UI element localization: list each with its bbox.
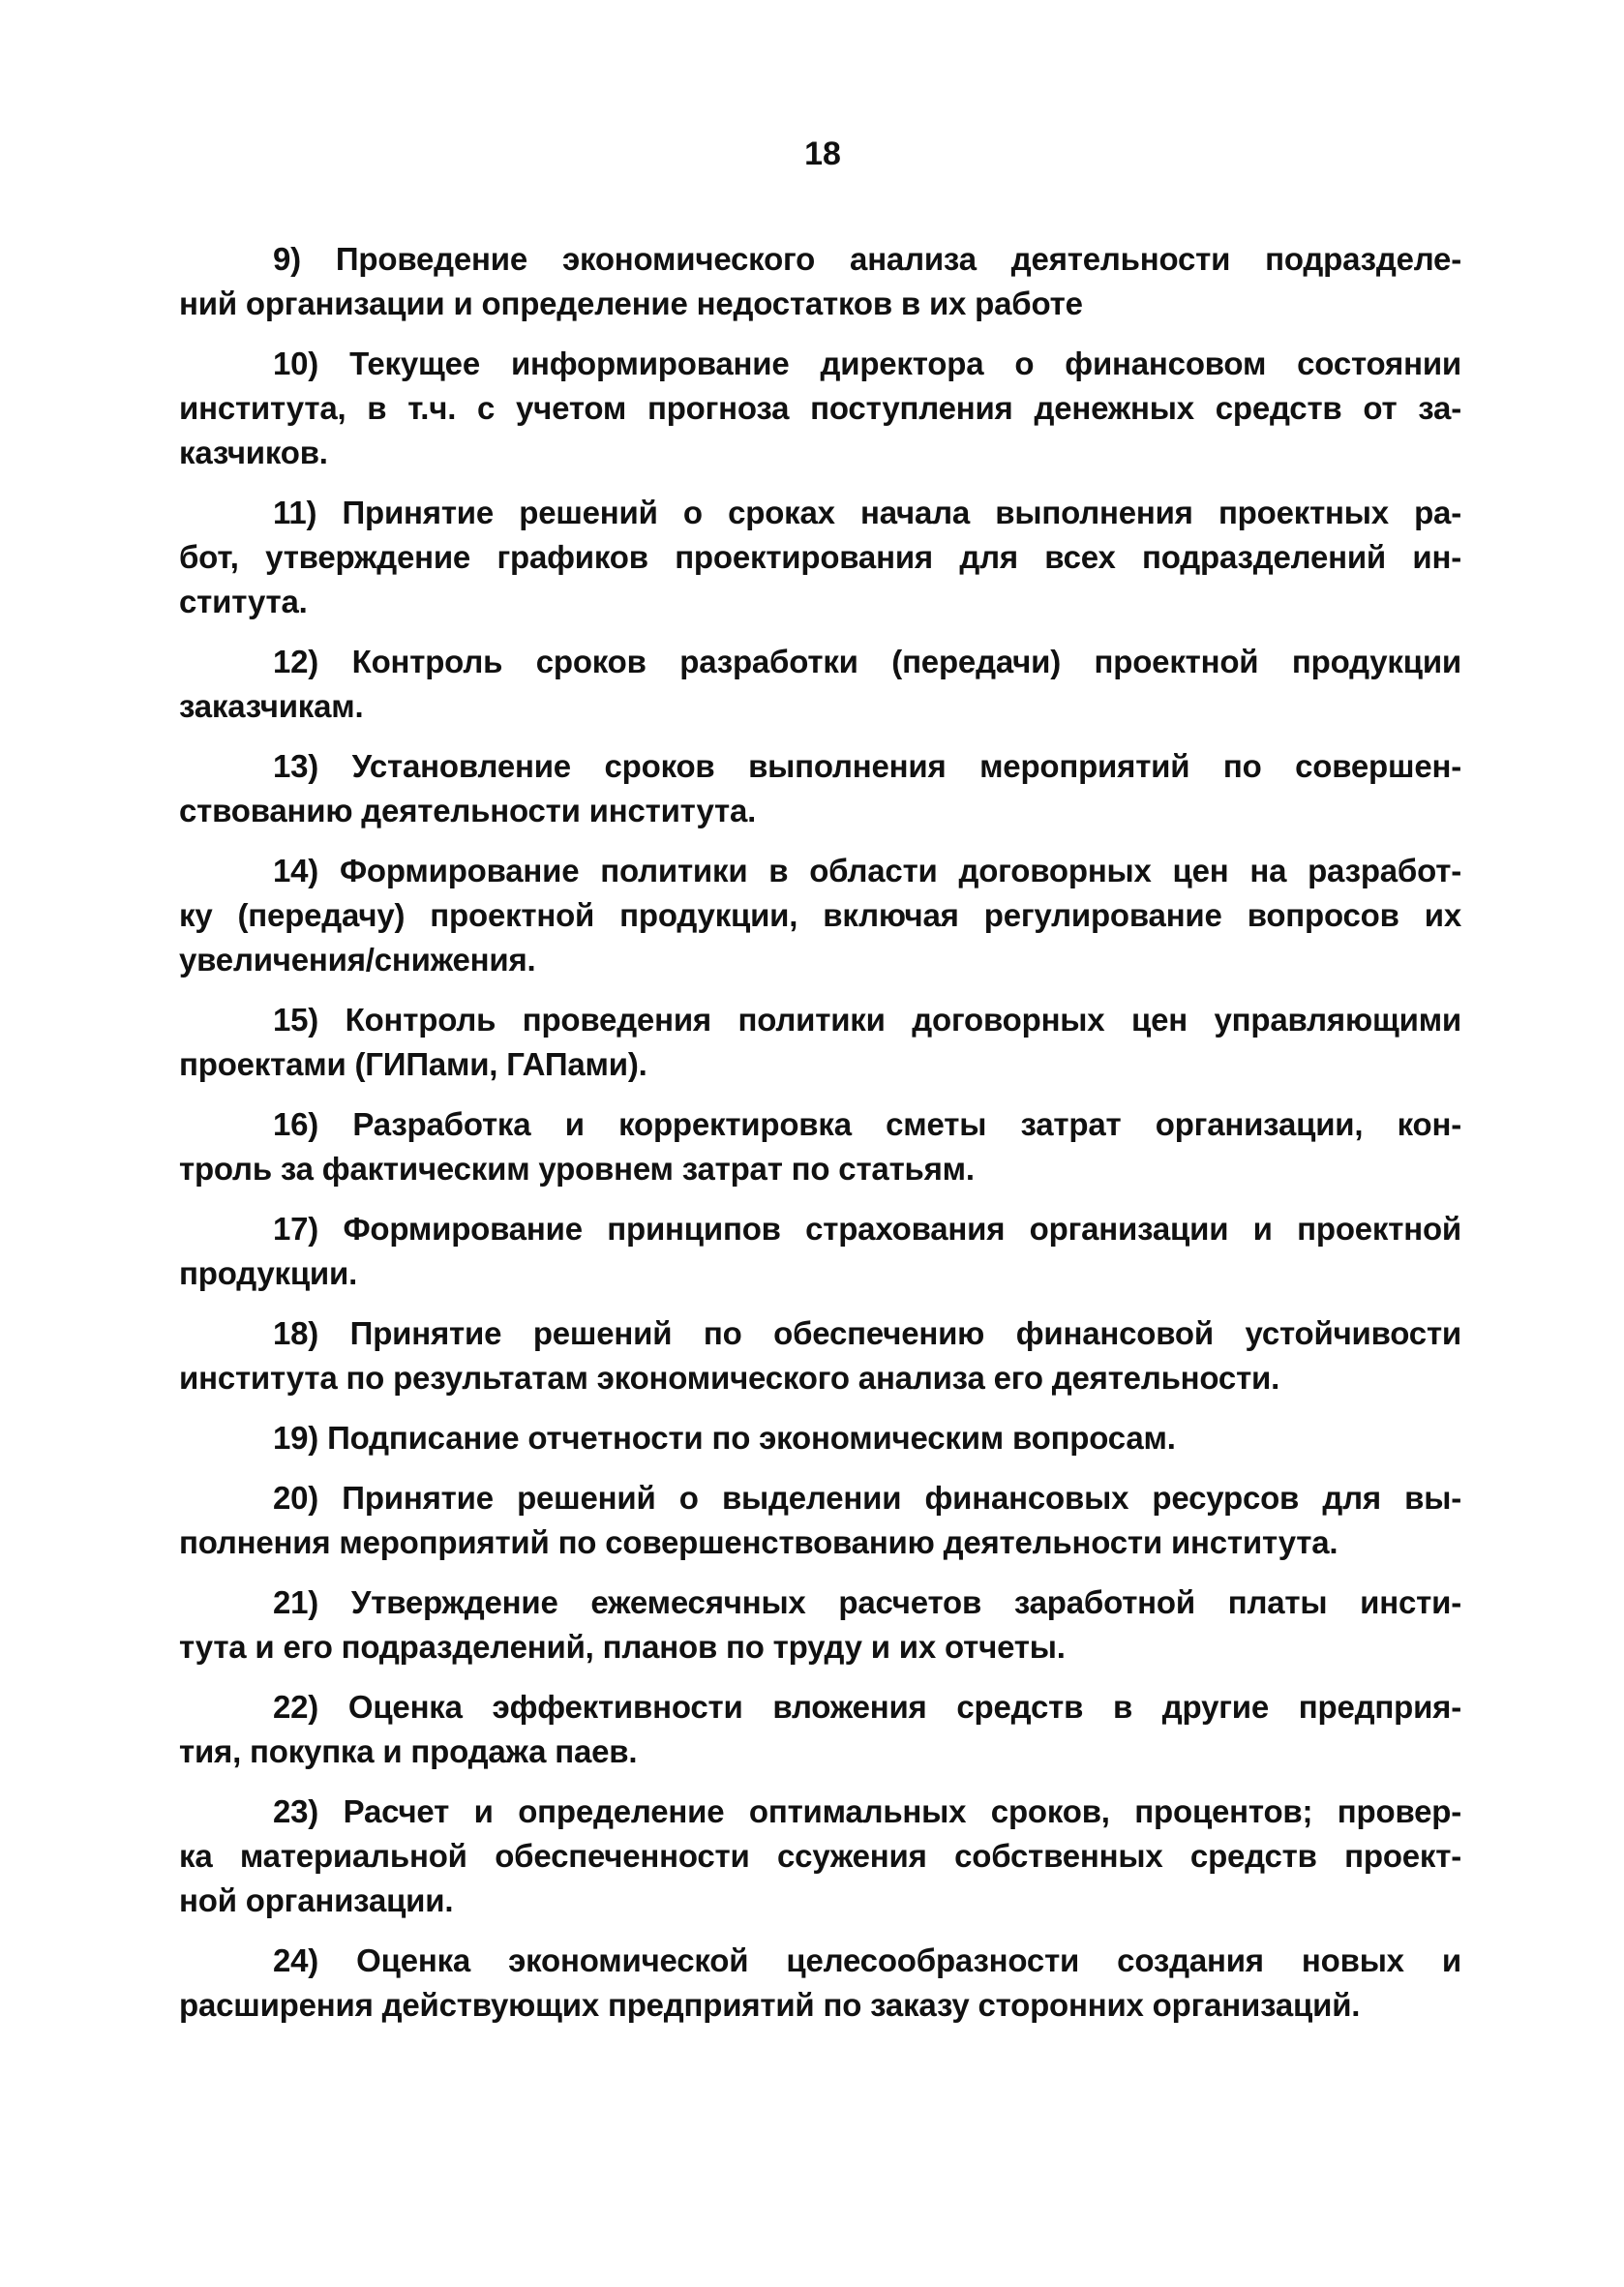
list-item [179, 1311, 1461, 1400]
page-number: 18 [804, 135, 841, 172]
list-item [179, 1207, 1461, 1296]
text-line: 21) Утверждение ежемесячных расчетов заработной платы инсти- [273, 1584, 1461, 1620]
text-line: 19) Подписание отчетности по экономическим вопросам. [273, 1420, 1176, 1456]
text-line: проектами (ГИПами, ГАПами). [179, 1046, 647, 1082]
text-line: 10) Текущее информирование директора о финансовом состоянии [273, 346, 1461, 381]
list-item [179, 237, 1461, 326]
list-item [179, 1790, 1461, 1923]
list-item [179, 1939, 1461, 2028]
list-item [179, 640, 1461, 729]
text-line: 24) Оценка экономической целесообразности создания новых и [273, 1942, 1461, 1978]
list-item [179, 1476, 1461, 1565]
list-item [179, 849, 1461, 982]
text-line: 16) Разработка и корректировка сметы затрат организации, кон- [273, 1106, 1461, 1142]
text-line: троль за фактическим уровнем затрат по статьям. [179, 1151, 975, 1187]
text-line: института по результатам экономического анализа его деятельности. [179, 1360, 1280, 1396]
list-item [179, 1416, 1461, 1460]
text-line: 20) Принятие решений о выделении финансовых ресурсов для вы- [273, 1480, 1461, 1516]
text-line: 13) Установление сроков выполнения мероприятий по совершен- [273, 748, 1461, 784]
text-line: 22) Оценка эффективности вложения средств в другие предприя- [273, 1689, 1461, 1725]
text-line: 18) Принятие решений по обеспечению финансовой устойчивости [273, 1315, 1461, 1351]
text-line: 9) Проведение экономического анализа деятельности подразделе- [273, 241, 1461, 277]
text-line: ствованию деятельности института. [179, 793, 757, 828]
text-line: 17) Формирование принципов страхования организации и проектной [273, 1211, 1461, 1247]
text-line: увеличения/снижения. [179, 942, 536, 978]
document-body [179, 237, 1461, 2043]
text-line: ний организации и определение недостатков в их работе [179, 286, 1083, 321]
text-line: 12) Контроль сроков разработки (передачи) проектной продукции [273, 644, 1461, 679]
text-line: тута и его подразделений, планов по труду и их отчеты. [179, 1629, 1066, 1665]
text-line: заказчикам. [179, 688, 364, 724]
text-line: тия, покупка и продажа паев. [179, 1733, 638, 1769]
list-item [179, 998, 1461, 1087]
text-line: ка материальной обеспеченности ссужения собственных средств проект- [179, 1838, 1461, 1874]
list-item [179, 1685, 1461, 1774]
list-item [179, 744, 1461, 833]
text-line: ку (передачу) проектной продукции, включая регулирование вопросов их [179, 897, 1461, 933]
text-line: ститута. [179, 584, 308, 619]
text-line: полнения мероприятий по совершенствованию деятельности института. [179, 1524, 1338, 1560]
text-line: 15) Контроль проведения политики договорных цен управляющими [273, 1002, 1461, 1038]
text-line: 14) Формирование политики в области договорных цен на разработ- [273, 853, 1461, 888]
text-line: института, в т.ч. с учетом прогноза поступления денежных средств от за- [179, 390, 1461, 426]
list-item [179, 342, 1461, 475]
text-line: 11) Принятие решений о сроках начала выполнения проектных ра- [273, 495, 1461, 530]
text-line: казчиков. [179, 435, 328, 470]
text-line: 23) Расчет и определение оптимальных сроков, процентов; провер- [273, 1793, 1461, 1829]
text-line: бот, утверждение графиков проектирования для всех подразделений ин- [179, 539, 1461, 575]
text-line: расширения действующих предприятий по заказу сторонних организаций. [179, 1987, 1361, 2023]
list-item [179, 1580, 1461, 1670]
text-line: продукции. [179, 1255, 358, 1291]
list-item [179, 1102, 1461, 1191]
text-line: ной организации. [179, 1882, 454, 1918]
list-item [179, 491, 1461, 624]
